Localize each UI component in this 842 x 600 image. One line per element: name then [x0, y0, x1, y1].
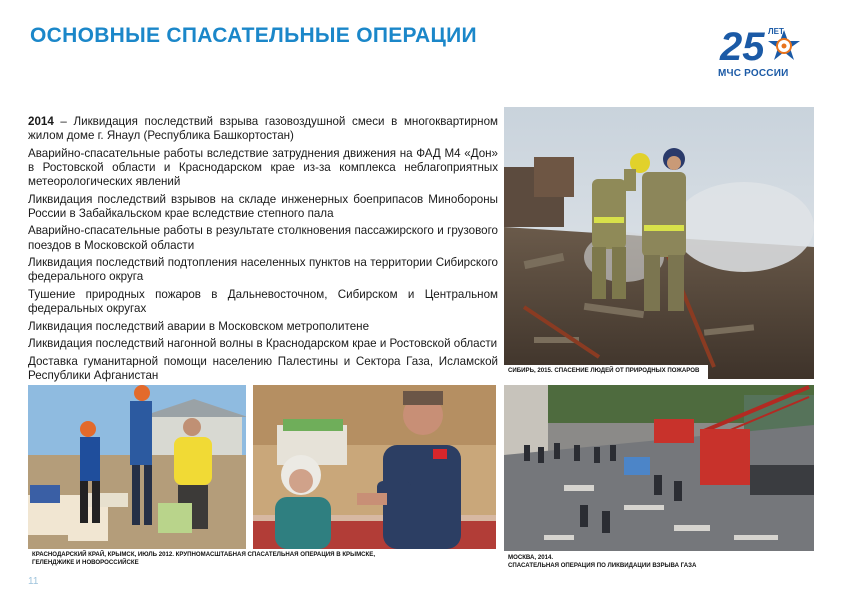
- mchs-25-logo: [716, 22, 820, 84]
- krymsk-aid-photo: [28, 385, 246, 549]
- moscow-explosion-photo: [504, 385, 814, 571]
- year-label: 2014: [28, 115, 54, 128]
- list-item: Ликвидация последствий нагонной волны в Краснодарском крае и Ростовской области: [28, 337, 498, 351]
- list-item: Ликвидация последствий аварии в Московском метрополитене: [28, 319, 370, 333]
- operations-list: [28, 115, 498, 387]
- svg-text:25: 25: [720, 25, 765, 68]
- mchs-emblem-icon: [716, 22, 820, 68]
- siberia-fire-photo: [504, 107, 814, 379]
- svg-text:ЛЕТ: ЛЕТ: [768, 27, 784, 36]
- caption-line: МОСКВА, 2014.: [508, 554, 554, 561]
- page-title: ОСНОВНЫЕ СПАСАТЕЛЬНЫЕ ОПЕРАЦИИ: [30, 24, 477, 47]
- logo-org-name: МЧС РОССИИ: [718, 68, 789, 79]
- list-item: Доставка гуманитарной помощи населению Палестины и Сектора Газа, Исламской Республики Афганистан: [28, 355, 498, 383]
- caption-line: СПАСАТЕЛЬНАЯ ОПЕРАЦИЯ ПО ЛИКВИДАЦИИ ВЗРЫВА ГАЗА: [508, 562, 697, 569]
- photo-caption: КРАСНОДАРСКИЙ КРАЙ, КРЫМСК, ИЮЛЬ 2012. КРУПНОМАСШТАБНАЯ СПАСАТЕЛЬНАЯ ОПЕРАЦИЯ В КРЫМСКЕ, ГЕЛЕНДЖИКЕ И НОВОРОССИЙСКЕ: [28, 549, 402, 571]
- list-item: [28, 115, 498, 143]
- page-number: 11: [28, 576, 39, 587]
- photo-caption: [504, 551, 814, 571]
- list-item: Ликвидация последствий взрывов на складе инженерных боеприпасов Минобороны России в Забайкальском крае вследствие степного пала: [28, 192, 498, 220]
- list-item: Ликвидация последствий подтопления населенных пунктов на территории Сибирского федерального округа: [28, 256, 498, 284]
- photo-caption: СИБИРЬ, 2015. СПАСЕНИЕ ЛЮДЕЙ ОТ ПРИРОДНЫХ ПОЖАРОВ: [504, 365, 708, 379]
- list-item: Аварийно-спасательные работы вследствие затруднения движения на ФАД М4 «Дон» в Ростовской области и Краснодарском крае из-за комплекса неблагоприятных метеорологических явлений: [28, 146, 498, 188]
- list-item: Аварийно-спасательные работы в результате столкновения пассажирского и грузового поездов в Московской области: [28, 224, 498, 252]
- list-item: Тушение природных пожаров в Дальневосточном, Сибирском и Центральном федеральных округах: [28, 288, 498, 316]
- list-item-text: – Ликвидация последствий взрыва газовоздушной смеси в многоквартирном жилом доме г. Янаул (Республика Башкортостан): [28, 115, 498, 143]
- officer-elderly-photo: [253, 385, 496, 549]
